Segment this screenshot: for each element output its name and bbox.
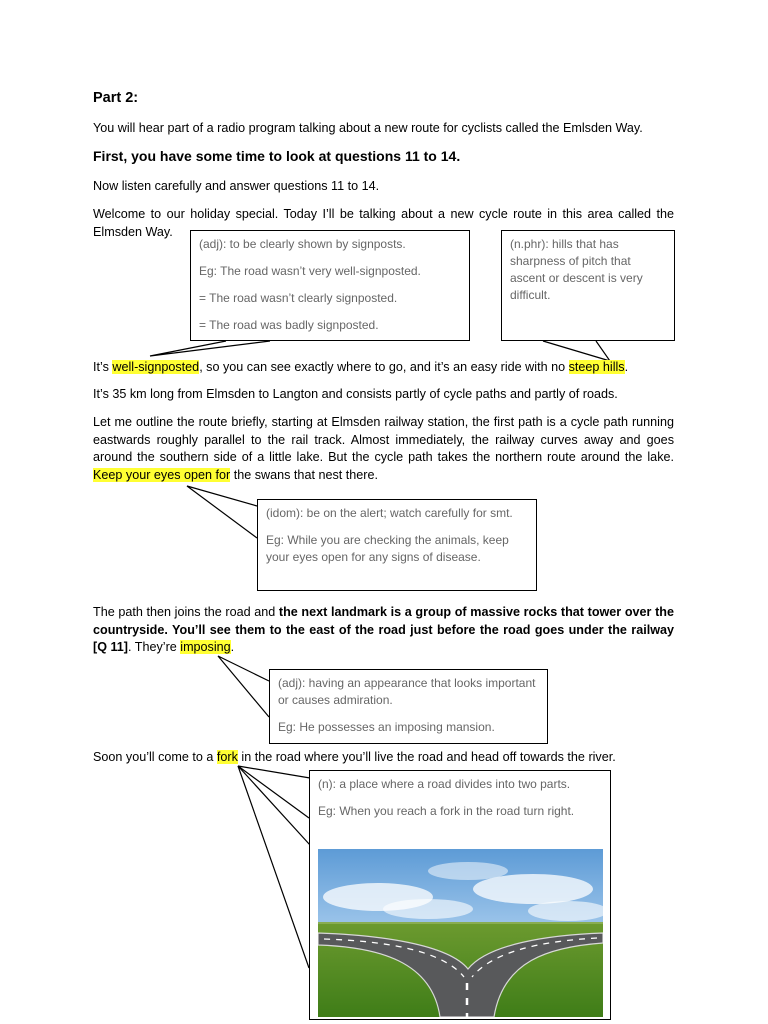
note-example: Eg: When you reach a fork in the road turn right. [318,804,575,818]
note-definition: (n): a place where a road divides into two parts. [318,777,571,791]
paragraph-length: It’s 35 km long from Elmsden to Langton and consists partly of cycle paths and partly of roads. [93,387,618,401]
note-imposing [269,669,548,744]
note-example: Eg: The road wasn’t very well-signposted. [199,264,421,278]
paragraph-route: Let me outline the route briefly, starting at Elmsden railway station, the first path is a cycle path running eastwards roughly parallel to the rail track. Almost immediately, the railway curves away and goes around the southern side of a little lake. But the cycle path takes the northern route around the lake. Keep your eyes open for the swans that nest there. [93,415,674,482]
page-heading: Part 2: [93,90,139,106]
highlight-steep-hills: steep hills [568,360,625,374]
note-definition: (n.phr): hills that has sharpness of pitch that ascent or descent is very difficult. [510,237,643,302]
highlight-keep-eyes-open: Keep your eyes open for [93,467,231,482]
note-steep-hills [501,230,675,341]
note-example: Eg: While you are checking the animals, keep your eyes open for any signs of disease. [266,533,509,564]
note-example: = The road was badly signposted. [199,318,379,332]
note-well-signposted [190,230,470,341]
note-keep-eyes-open [257,499,537,591]
note-fork [309,770,611,1020]
instruction-text: Now listen carefully and answer questions 11 to 14. [93,179,380,193]
paragraph-fork: Soon you’ll come to a fork in the road where you’ll live the road and head off towards the river. [93,750,616,764]
paragraph-welcome: Welcome to our holiday special. Today I’ll be talking about a new cycle route in this area called the Elmsden Way. [93,207,674,239]
subheading: First, you have some time to look at questions 11 to 14. [93,148,461,164]
highlight-imposing: imposing [180,640,231,654]
intro-text: You will hear part of a radio program talking about a new route for cyclists called the Emlsden Way. [93,121,643,135]
highlight-fork: fork [216,750,238,764]
road-fork-image [318,849,603,1017]
note-definition: (adj): to be clearly shown by signposts. [199,237,406,251]
paragraph-landmark: The path then joins the road and the next landmark is a group of massive rocks that tower over the countryside. You’ll see them to the east of the road just before the road goes under the railway [Q 11]. They’re imposing. [93,605,674,654]
highlight-well-signposted: well-signposted [112,360,200,374]
note-definition: (adj): having an appearance that looks important or causes admiration. [278,676,536,707]
note-definition: (idom): be on the alert; watch carefully for smt. [266,506,513,520]
paragraph-signposted: It’s well-signposted, so you can see exactly where to go, and it’s an easy ride with no steep hills. [93,360,629,374]
note-example: = The road wasn’t clearly signposted. [199,291,398,305]
note-example: Eg: He possesses an imposing mansion. [278,720,495,734]
